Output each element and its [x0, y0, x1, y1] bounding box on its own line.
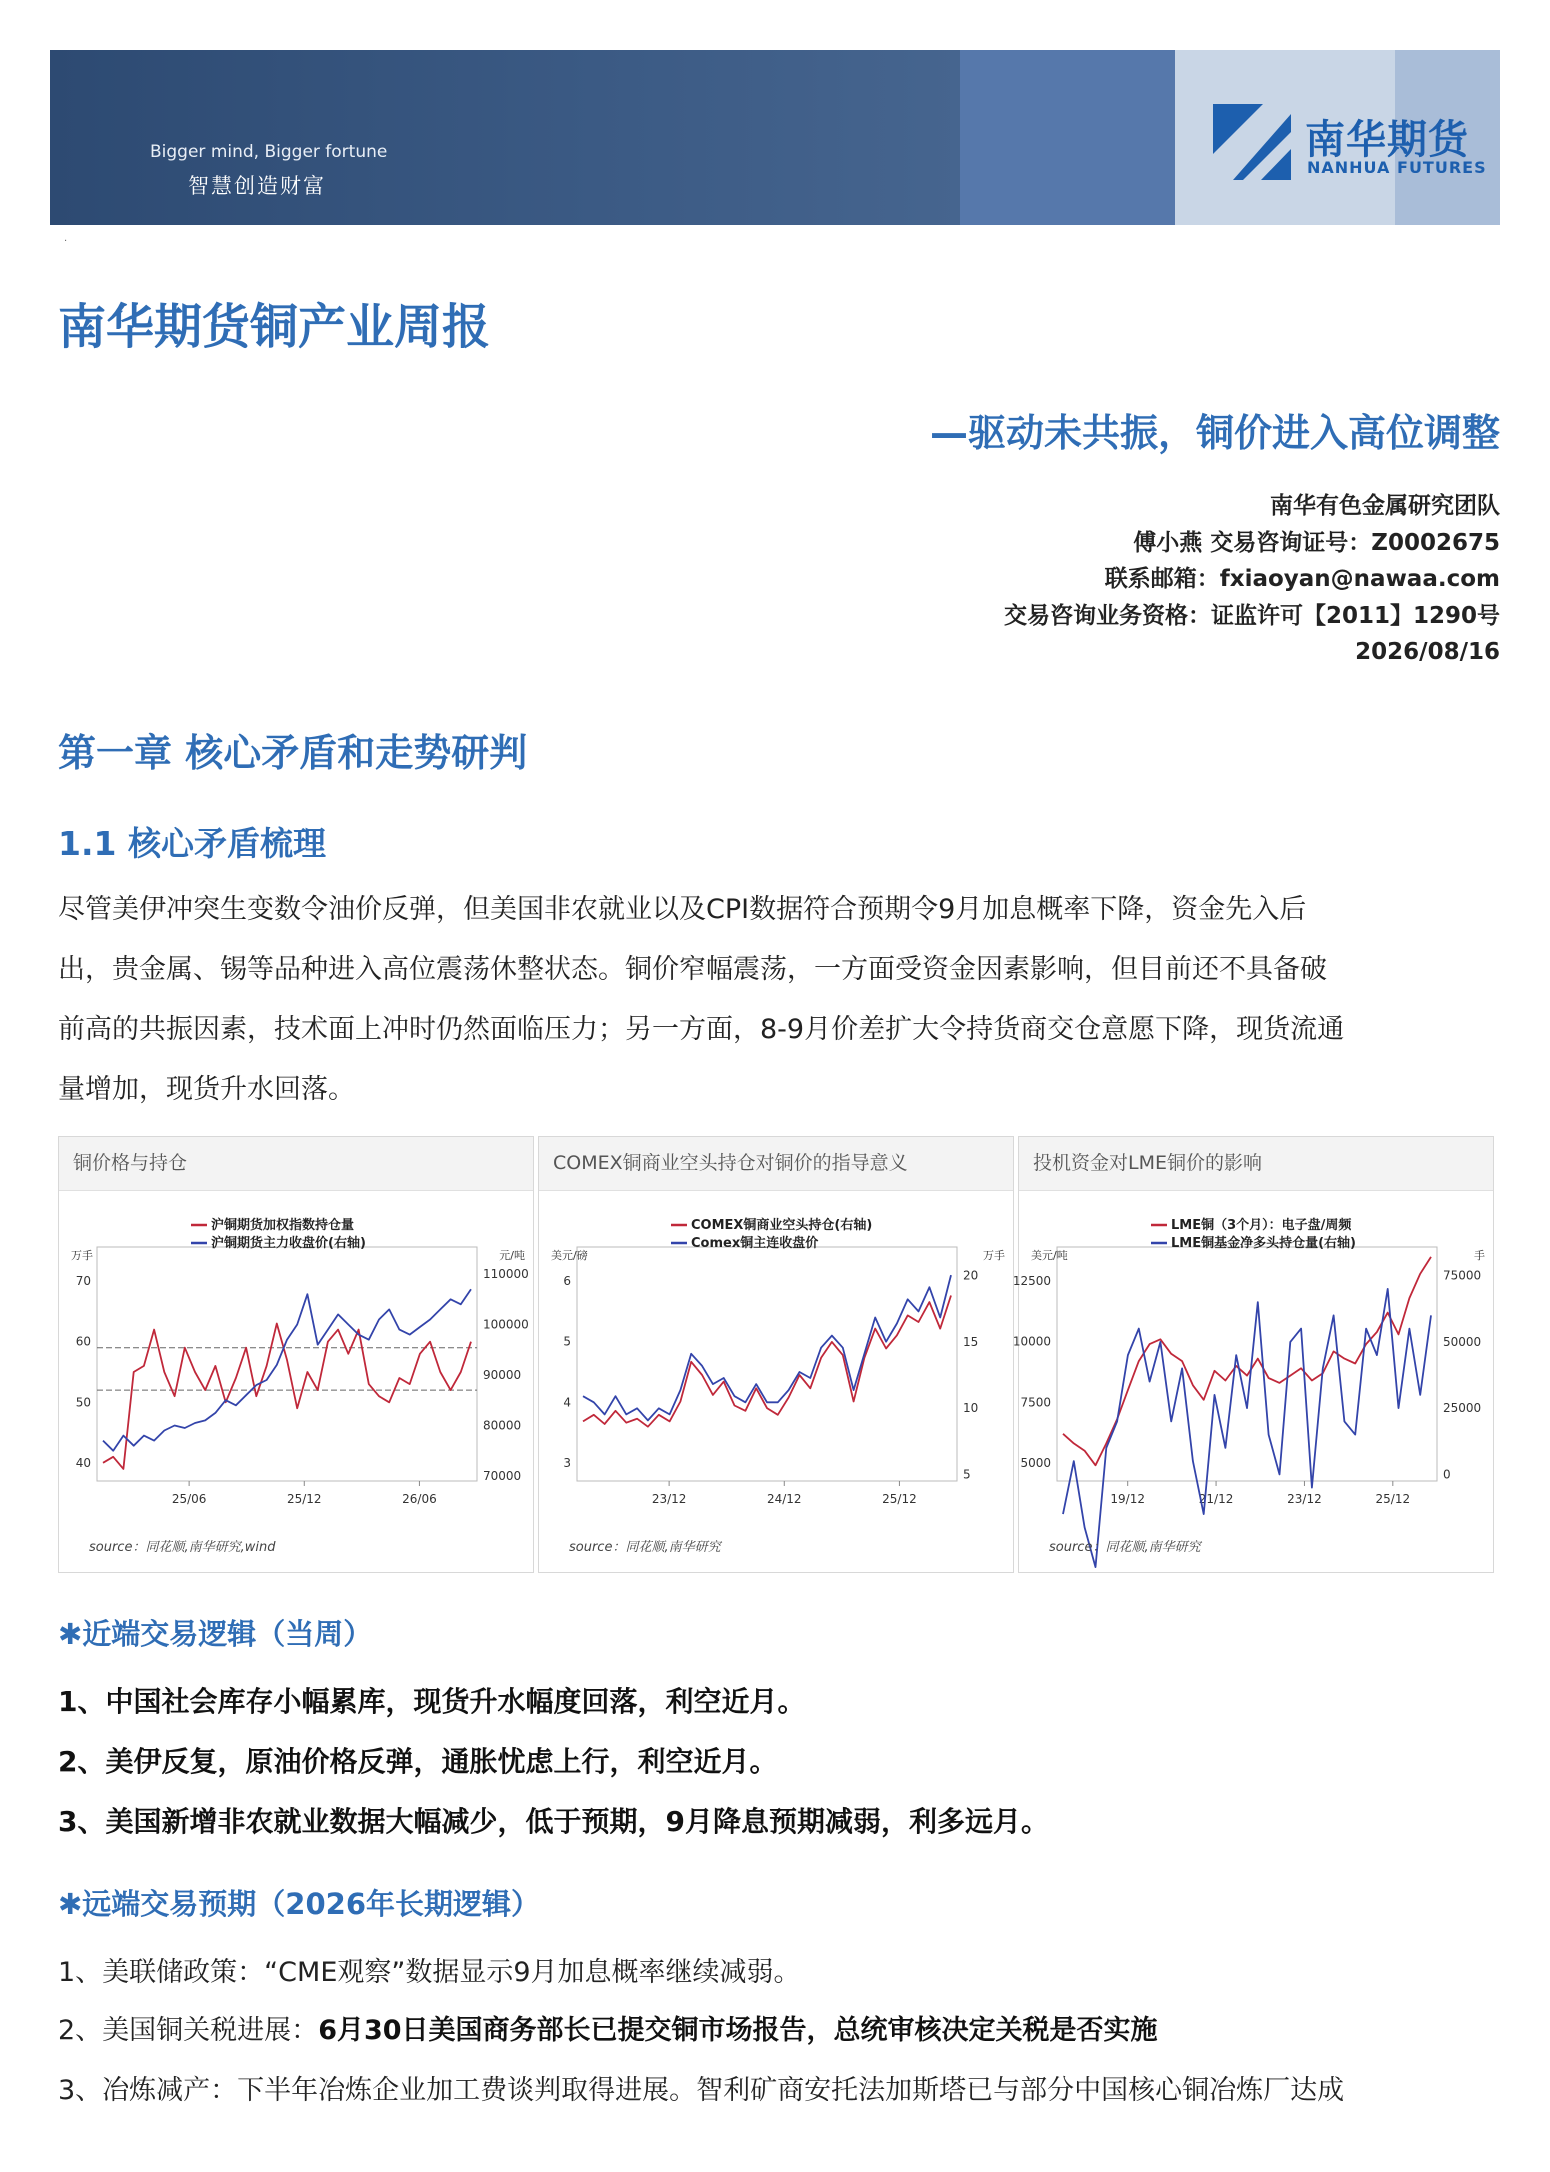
nanhua-logo-icon: [1213, 104, 1291, 180]
section-title: 1.1 核心矛盾梳理: [58, 824, 326, 863]
paragraph-line: 出，贵金属、锡等品种进入高位震荡休整状态。铜价窄幅震荡，一方面受资金因素影响，但目前还不具备破: [58, 954, 1327, 985]
right-tick-label: 75000: [1443, 1268, 1482, 1283]
series-line: [103, 1289, 471, 1451]
left-axis-unit: 美元/吨: [1031, 1249, 1068, 1262]
chart-title: COMEX铜商业空头持仓对铜价的指导意义: [539, 1137, 1013, 1191]
series-line: [1063, 1289, 1431, 1567]
right-tick-label: 15: [963, 1334, 979, 1349]
report-subtitle: —驱动未共振，铜价进入高位调整: [929, 411, 1500, 455]
author-line: 傅小燕 交易咨询证号：Z0002675: [1133, 529, 1500, 556]
left-tick-label: 6: [563, 1274, 571, 1289]
left-tick-label: 10000: [1012, 1334, 1051, 1349]
logo-text-en: NANHUA FUTURES: [1307, 158, 1487, 177]
x-tick-label: 19/12: [1110, 1492, 1145, 1506]
x-tick-label: 26/06: [402, 1492, 437, 1506]
right-tick-label: 10: [963, 1401, 979, 1416]
left-tick-label: 40: [75, 1455, 91, 1470]
left-tick-label: 3: [563, 1455, 571, 1470]
right-tick-label: 0: [1443, 1467, 1451, 1482]
chart-1-svg: [59, 1191, 533, 1572]
long-term-item: [58, 2008, 1158, 2047]
legend-label: 沪铜期货加权指数持仓量: [211, 1218, 355, 1233]
chart-source: source：同花顺,南华研究: [1049, 1540, 1201, 1555]
long-term-item: 1、美联储政策：“CME观察”数据显示9月加息概率继续减弱。: [58, 1957, 801, 1988]
series-line: [103, 1324, 471, 1469]
near-term-item: 3、美国新增非农就业数据大幅减少，低于预期，9月降息预期减弱，利多远月。: [58, 1805, 1049, 1838]
left-axis-unit: 美元/磅: [551, 1249, 588, 1262]
chart-title: 铜价格与持仓: [59, 1137, 533, 1191]
right-tick-label: 110000: [483, 1267, 529, 1282]
left-tick-label: 5: [563, 1334, 571, 1349]
x-tick-label: 25/06: [171, 1492, 207, 1506]
right-axis-unit: 元/吨: [499, 1249, 525, 1262]
long-term-item: 3、冶炼减产：下半年冶炼企业加工费谈判取得进展。智利矿商安托法加斯塔已与部分中国核心铜冶炼厂达成: [58, 2075, 1345, 2106]
core-paragraph: [58, 880, 1498, 1120]
right-tick-label: 5: [963, 1467, 971, 1482]
report-title: 南华期货铜产业周报: [58, 299, 491, 355]
item-prefix: 2、美国铜关税进展：: [58, 2015, 319, 2046]
left-tick-label: 60: [75, 1334, 91, 1349]
paragraph-line: 尽管美伊冲突生变数令油价反弹，但美国非农就业以及CPI数据符合预期令9月加息概率下降，资金先入后: [58, 894, 1307, 925]
paragraph-line: 前高的共振因素，技术面上冲时仍然面临压力；另一方面，8-9月价差扩大令持货商交仓意愿下降，现货流通: [58, 1014, 1345, 1045]
legend-label: LME铜（3个月）：电子盘/周频: [1171, 1218, 1352, 1233]
right-tick-label: 90000: [483, 1368, 522, 1382]
slogan-cn: 智慧创造财富: [188, 174, 326, 198]
chapter-title: 第一章 核心矛盾和走势研判: [58, 731, 528, 775]
chart-3-svg: [1012, 1191, 1493, 1572]
right-tick-label: 80000: [483, 1418, 522, 1433]
right-axis-unit: 手: [1474, 1249, 1485, 1262]
left-tick-label: 50: [75, 1395, 91, 1410]
legend-label: Comex铜主连收盘价: [691, 1236, 819, 1251]
header-banner: [50, 50, 1500, 225]
left-tick-label: 70: [75, 1274, 91, 1289]
banner-mid-panel: [960, 50, 1175, 225]
paragraph-line: 量增加，现货升水回落。: [58, 1074, 355, 1105]
legend-label: LME铜基金净多头持仓量(右轴): [1171, 1236, 1356, 1251]
x-tick-label: 25/12: [1375, 1492, 1411, 1506]
chart-panel-2: [538, 1136, 1014, 1573]
left-tick-label: 5000: [1020, 1455, 1051, 1470]
x-tick-label: 25/12: [882, 1492, 917, 1506]
series-line: [1063, 1257, 1431, 1465]
chart-panel-3: [1012, 1136, 1494, 1573]
series-line: [583, 1275, 951, 1420]
email-line: 联系邮箱：fxiaoyan@nawaa.com: [1104, 566, 1500, 592]
license-line: 交易咨询业务资格：证监许可【2011】1290号: [1003, 602, 1500, 629]
banner-dark-panel: [50, 50, 960, 225]
x-tick-label: 24/12: [766, 1492, 802, 1506]
near-term-item: 2、美伊反复，原油价格反弹，通胀忧虑上行，利空近月。: [58, 1745, 778, 1778]
x-tick-label: 25/12: [286, 1492, 322, 1506]
item-bold-text: 6月30日美国商务部长已提交铜市场报告，总统审核决定关税是否实施: [318, 2015, 1158, 2046]
chart-source: source：同花顺,南华研究: [569, 1540, 721, 1555]
near-term-heading: ✱近端交易逻辑（当周）: [58, 1617, 373, 1651]
logo-text-cn: 南华期货: [1305, 117, 1469, 163]
left-axis-unit: 万手: [71, 1249, 93, 1262]
left-tick-label: 12500: [1012, 1274, 1051, 1289]
left-tick-label: 4: [563, 1395, 571, 1410]
series-line: [583, 1296, 951, 1427]
slogan-en: Bigger mind, Bigger fortune: [150, 142, 388, 162]
x-tick-label: 23/12: [1287, 1492, 1322, 1506]
report-meta: [1004, 488, 1500, 671]
x-tick-label: 21/12: [1198, 1492, 1234, 1506]
long-term-heading: ✱远端交易预期（2026年长期逻辑）: [58, 1887, 541, 1921]
left-tick-label: 7500: [1020, 1395, 1051, 1410]
right-tick-label: 100000: [483, 1317, 529, 1332]
x-tick-label: 23/12: [651, 1492, 687, 1506]
chart-panel-1: [58, 1136, 534, 1573]
research-team: 南华有色金属研究团队: [1270, 493, 1500, 519]
right-tick-label: 25000: [1443, 1401, 1482, 1416]
right-axis-unit: 万手: [983, 1249, 1005, 1262]
plot-frame: [577, 1247, 957, 1481]
right-tick-label: 70000: [483, 1468, 522, 1483]
right-tick-label: 20: [963, 1268, 979, 1283]
chart-2-svg: [539, 1191, 1013, 1572]
report-date: 2026/08/16: [1355, 639, 1500, 665]
chart-source: source：同花顺,南华研究,wind: [89, 1540, 276, 1555]
dot-mark: ·: [64, 236, 68, 247]
plot-frame: [1057, 1247, 1437, 1481]
right-tick-label: 50000: [1443, 1334, 1482, 1349]
chart-title: 投机资金对LME铜价的影响: [1019, 1137, 1493, 1191]
near-term-item: 1、中国社会库存小幅累库，现货升水幅度回落，利空近月。: [58, 1685, 806, 1718]
legend-label: 沪铜期货主力收盘价(右轴): [211, 1236, 366, 1251]
legend-label: COMEX铜商业空头持仓(右轴): [691, 1218, 873, 1233]
